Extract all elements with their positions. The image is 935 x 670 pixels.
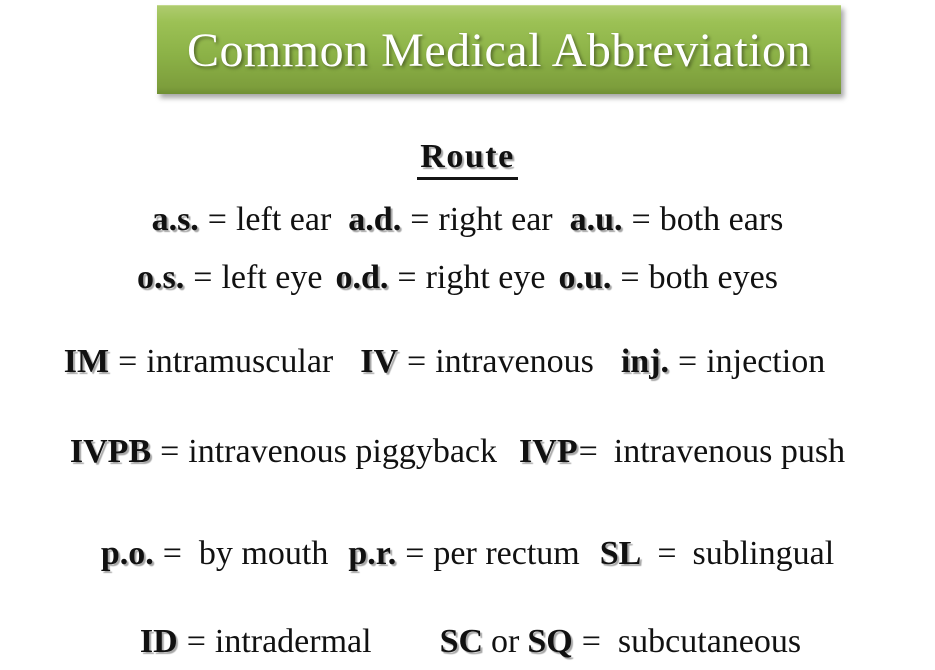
abbrev-row-skin-routes xyxy=(3,620,935,664)
definition: both ears xyxy=(659,201,784,238)
abbrev-item xyxy=(70,430,497,474)
abbreviation: IVPB xyxy=(69,433,152,470)
definition: by mouth xyxy=(198,535,329,572)
conjunction: or xyxy=(491,623,520,660)
equals-sign: = xyxy=(657,535,677,572)
equals-sign: = xyxy=(410,201,430,238)
abbrev-item xyxy=(335,256,545,300)
abbrev-row-ears xyxy=(0,198,935,242)
abbreviation: a.s. xyxy=(151,201,199,238)
abbreviation: IVP xyxy=(519,433,578,470)
abbrev-item xyxy=(558,256,777,300)
abbreviation: p.o. xyxy=(100,535,154,572)
abbreviation: o.u. xyxy=(558,259,612,296)
equals-sign: = xyxy=(631,201,651,238)
abbrev-item xyxy=(621,340,825,384)
abbrev-item xyxy=(101,532,329,576)
abbrev-item xyxy=(570,198,784,242)
abbreviation: IM xyxy=(63,343,110,380)
definition: intradermal xyxy=(214,623,372,660)
definition: subcutaneous xyxy=(617,623,802,660)
equals-sign: = xyxy=(186,623,206,660)
definition: injection xyxy=(706,343,826,380)
equals-sign: = xyxy=(405,535,425,572)
abbrev-item xyxy=(519,430,845,474)
definition: intravenous xyxy=(435,343,594,380)
definition: left eye xyxy=(221,259,323,296)
equals-sign: = xyxy=(397,259,417,296)
abbreviation: SC xyxy=(439,623,484,660)
abbrev-item xyxy=(64,340,333,384)
section-heading-line xyxy=(0,138,935,180)
equals-sign: = xyxy=(118,343,138,380)
equals-sign: = xyxy=(193,259,213,296)
abbrev-item xyxy=(140,620,372,664)
abbrev-item xyxy=(360,340,594,384)
definition: right eye xyxy=(425,259,546,296)
abbreviation: p.r. xyxy=(348,535,397,572)
abbrev-row-eyes xyxy=(0,256,925,300)
definition: intravenous push xyxy=(613,433,846,470)
equals-sign: = xyxy=(162,535,182,572)
abbreviation: o.d. xyxy=(335,259,389,296)
abbrev-item xyxy=(137,256,322,300)
abbreviation: SQ xyxy=(527,623,573,660)
equals-sign: = xyxy=(620,259,640,296)
abbreviation: o.s. xyxy=(137,259,185,296)
abbreviation: inj. xyxy=(620,343,670,380)
abbreviation: IV xyxy=(360,343,399,380)
equals-sign: = xyxy=(207,201,227,238)
equals-sign: = xyxy=(581,623,601,660)
abbreviation: a.u. xyxy=(569,201,623,238)
section-heading: Route xyxy=(417,138,517,180)
definition: intravenous piggyback xyxy=(188,433,498,470)
title-banner xyxy=(157,5,841,94)
abbreviation: ID xyxy=(139,623,178,660)
slide-title: Common Medical Abbreviation xyxy=(186,23,812,77)
definition: intramuscular xyxy=(146,343,334,380)
definition: left ear xyxy=(235,201,332,238)
abbrev-item xyxy=(440,620,802,664)
definition: both eyes xyxy=(648,259,778,296)
abbrev-row-oral-routes xyxy=(0,532,935,576)
equals-sign: = xyxy=(160,433,180,470)
abbrev-item xyxy=(348,532,579,576)
abbreviation: a.d. xyxy=(348,201,402,238)
abbrev-row-injection xyxy=(0,340,912,384)
abbreviation: SL xyxy=(599,535,642,572)
abbrev-row-iv-methods xyxy=(0,430,925,474)
equals-sign: = xyxy=(578,433,598,470)
equals-sign: = xyxy=(407,343,427,380)
definition: sublingual xyxy=(692,535,835,572)
abbrev-item xyxy=(600,532,834,576)
abbrev-item xyxy=(348,198,552,242)
definition: per rectum xyxy=(433,535,580,572)
equals-sign: = xyxy=(678,343,698,380)
definition: right ear xyxy=(438,201,553,238)
abbrev-item xyxy=(152,198,332,242)
